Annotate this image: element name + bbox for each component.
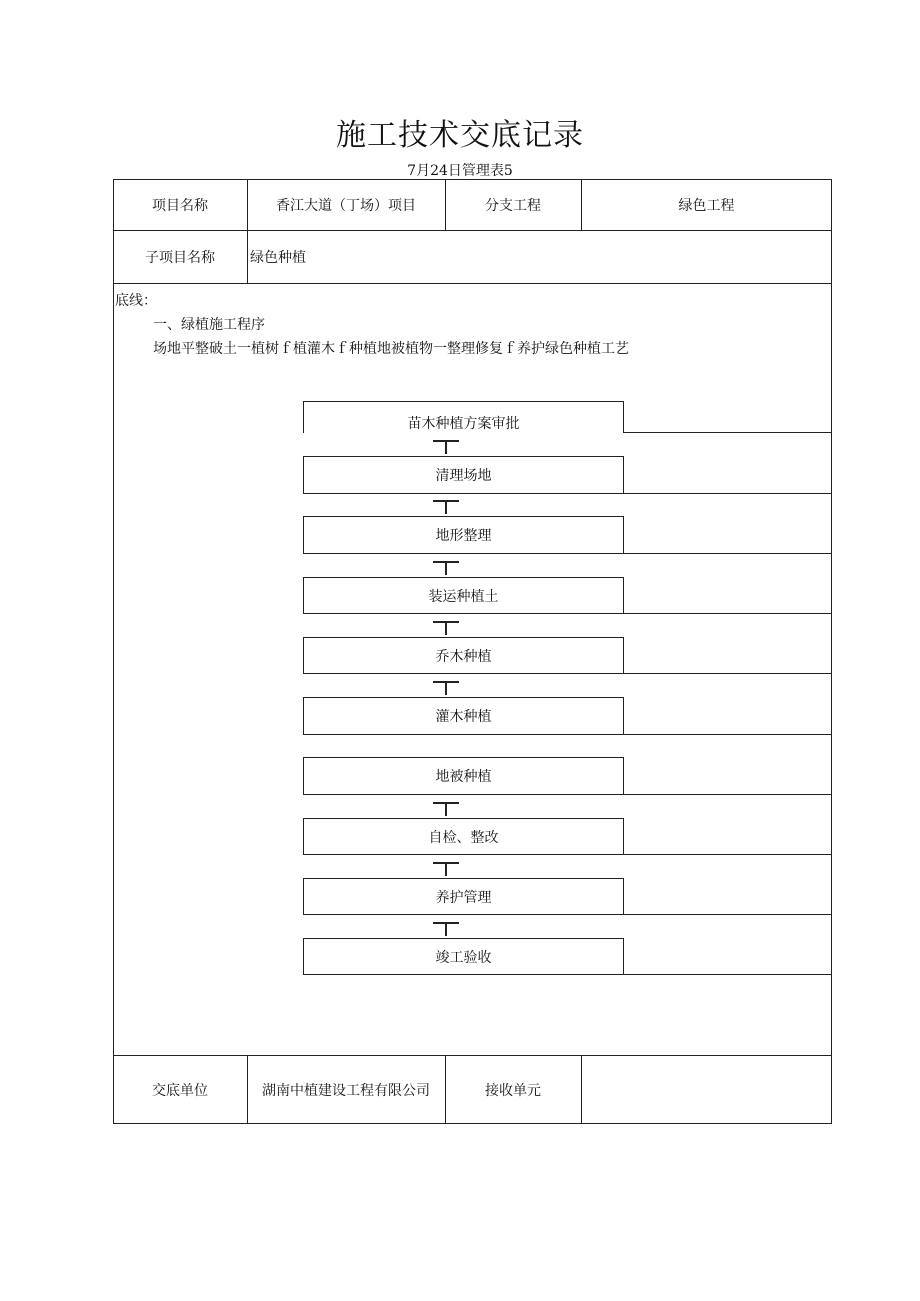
receiver-label: 接收单元 — [485, 1083, 541, 1099]
flow-step-tail-line — [623, 914, 832, 915]
sub-project-label: 子项目名称 — [145, 250, 215, 266]
flow-step-label: 乔木种植 — [435, 648, 492, 665]
flow-step-label: 养护管理 — [435, 889, 492, 906]
branch-label: 分支工程 — [485, 198, 541, 214]
document-title: 施工技术交底记录 — [336, 118, 584, 153]
flow-step-tail-line — [623, 974, 832, 975]
flow-step-label: 灌木种植 — [435, 709, 492, 725]
project-name-label: 项目名称 — [152, 198, 208, 214]
handover-unit-label: 交底单位 — [152, 1083, 208, 1099]
flow-step-tail-line — [623, 553, 832, 554]
flow-step-label: 竣工验收 — [435, 949, 492, 966]
process-line: 场地平整破土一植树ｆ植灌木ｆ种植地被植物一整理修复ｆ养护绿色种植工艺 — [153, 341, 629, 357]
flow-step-tail-line — [623, 734, 832, 735]
row-divider — [113, 283, 832, 284]
flow-connector — [433, 922, 459, 938]
flow-step-tail-line — [623, 673, 832, 674]
flow-step-tree-planting — [303, 637, 624, 674]
flow-step-tail-line — [623, 794, 832, 795]
flow-connector — [433, 802, 459, 818]
project-name-value: 香江大道（丁场）项目 — [276, 198, 416, 214]
flow-connector — [433, 681, 459, 697]
intro-label: 底线： — [115, 293, 157, 309]
flow-step-maintenance — [303, 878, 624, 915]
flow-connector — [433, 440, 459, 456]
flow-step-label: 自检、整改 — [428, 829, 499, 846]
flow-step-tail-line — [623, 432, 832, 433]
flow-connector — [433, 862, 459, 878]
flow-step-label: 地形整理 — [435, 528, 492, 544]
receiver-value — [581, 1056, 832, 1124]
flow-step-site-clearing — [303, 456, 624, 494]
branch-value: 绿色工程 — [678, 198, 735, 214]
sub-project-value: 绿色种植 — [250, 250, 306, 266]
flow-step-plan-approval — [303, 401, 624, 433]
flow-step-tail-line — [623, 613, 832, 614]
flow-step-label: 清理场地 — [435, 468, 492, 484]
flow-connector — [433, 621, 459, 637]
flow-connector — [433, 500, 459, 516]
flow-step-label: 苗木种植方案审批 — [407, 416, 520, 432]
flow-step-tail-line — [623, 493, 832, 494]
flow-step-tail-line — [623, 854, 832, 855]
flow-step-terrain-grading — [303, 516, 624, 554]
section-heading: 一、绿植施工程序 — [153, 317, 265, 333]
flow-step-groundcover-planting — [303, 757, 624, 795]
document-subtitle: 7月24日管理表5 — [407, 163, 513, 179]
flow-step-completion-acceptance — [303, 938, 624, 975]
flow-step-label: 地被种植 — [435, 769, 492, 785]
handover-unit-value: 湖南中植建设工程有限公司 — [262, 1083, 430, 1099]
flow-step-soil-transport — [303, 577, 624, 614]
flow-step-shrub-planting — [303, 697, 624, 735]
flow-step-self-inspection — [303, 818, 624, 855]
flow-connector — [433, 561, 459, 577]
flow-step-label: 装运种植土 — [428, 588, 499, 605]
